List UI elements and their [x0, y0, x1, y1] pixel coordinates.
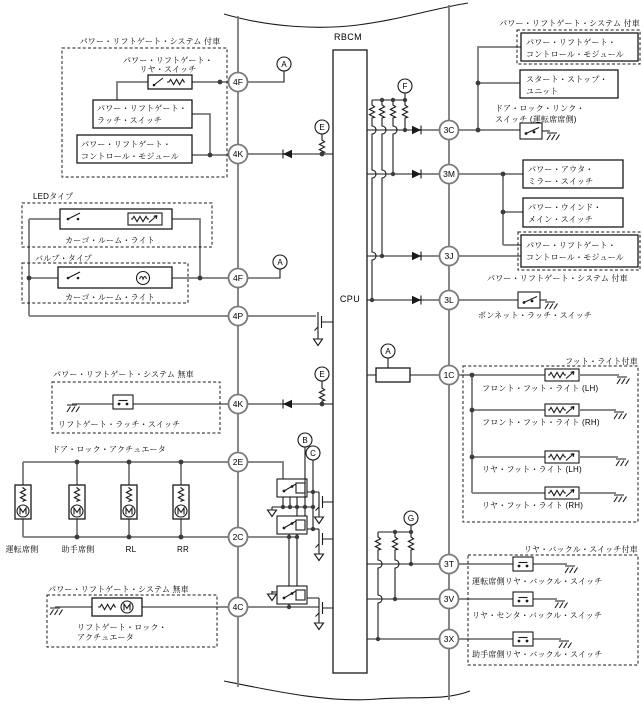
ref-label: A	[385, 347, 391, 356]
connector-label: 4K	[232, 399, 244, 409]
motor-label: 運転席側	[5, 545, 39, 554]
cpu-label: CPU	[339, 294, 361, 304]
ground-icon	[617, 377, 630, 384]
foot-light-icon	[545, 369, 579, 381]
door-lock-link-switch-icon	[520, 123, 542, 139]
connector-4C	[229, 598, 248, 617]
module-title: RBCM	[333, 32, 363, 42]
ref-E-mid	[315, 367, 329, 381]
connector-label: 4C	[232, 602, 244, 612]
connector-3M	[440, 165, 459, 184]
ground-arrow-icon	[268, 507, 277, 517]
ref-G	[404, 511, 418, 525]
connector-label: 3X	[443, 634, 455, 644]
bonnet-latch-switch-icon	[518, 292, 540, 308]
buckle-switch-icon	[513, 592, 533, 606]
ground-icon	[616, 459, 629, 466]
component-label: リフトゲート・ラッチ・スイッチ	[58, 420, 181, 429]
component-label: コントロール・モジュール	[526, 253, 624, 262]
section-title: LEDタイプ	[33, 192, 74, 201]
component-label: パワー・アウタ・	[528, 165, 594, 174]
section-title: パワー・リフトゲート・システム 付車	[79, 37, 221, 46]
section-title: パワー・リフトゲート・システム 無車	[53, 370, 194, 379]
ref-label: B	[302, 436, 308, 445]
diode-icon	[412, 252, 421, 261]
component-label: リヤ・センタ・バックル・スイッチ	[472, 611, 603, 620]
connector-label: 1C	[443, 370, 455, 380]
ground-arrow-icon	[315, 620, 324, 630]
component-label: カーゴ・ルーム・ライト	[65, 236, 155, 245]
relay-driver-icon	[277, 516, 307, 534]
motor-label: RR	[177, 545, 189, 554]
connector-label: 4F	[233, 273, 243, 283]
component-label: リヤ・スイッチ	[139, 65, 197, 74]
ground-icon	[555, 601, 568, 608]
ref-A-mid	[273, 255, 287, 269]
connector-label: 4F	[233, 77, 243, 87]
component-label: パワー・リフトゲート・	[526, 38, 617, 47]
ground-icon	[614, 412, 627, 419]
ref-label: F	[402, 82, 408, 91]
torn-edge-top	[224, 3, 468, 27]
connector-1C	[440, 366, 459, 385]
foot-light-icon	[545, 451, 579, 463]
ref-label: E	[319, 123, 325, 132]
component-label: 助手席側リヤ・バックル・スイッチ	[472, 650, 603, 659]
diode-icon	[412, 296, 421, 305]
connector-3L	[440, 291, 459, 310]
ground-icon	[50, 608, 63, 615]
torn-edge-bottom	[224, 681, 470, 700]
transistor-icon	[315, 312, 330, 332]
transistor-icon	[316, 529, 331, 549]
motor-label: 助手席側	[61, 545, 95, 554]
connector-label: 2E	[232, 457, 244, 467]
rear-buckle-box	[468, 555, 638, 665]
connector-label: 4K	[232, 149, 244, 159]
connector-label: 3J	[444, 251, 454, 261]
left-components	[15, 48, 227, 647]
ground-icon	[545, 302, 558, 309]
diode-icon	[412, 126, 421, 135]
component-label: パワー・リフトゲート・	[97, 104, 188, 113]
ground-icon	[559, 641, 572, 648]
section-title: バルブ・タイプ	[35, 254, 92, 263]
ref-label: C	[310, 449, 316, 458]
connector-3T	[440, 555, 459, 574]
foot-light-icon	[545, 404, 579, 416]
component-label: カーゴ・ルーム・ライト	[65, 293, 155, 302]
ground-arrow-icon	[314, 336, 323, 346]
foot-light-icon	[545, 487, 579, 499]
cpu-box	[333, 50, 367, 673]
component-label: パワー・リフトゲート・	[526, 241, 617, 250]
ground-icon	[565, 566, 578, 573]
diode-icon	[283, 150, 292, 159]
connector-3C	[440, 121, 459, 140]
component-label: コントロール・モジュール	[81, 152, 179, 161]
component-label: 運転席側リヤ・バックル・スイッチ	[472, 577, 603, 586]
liftgate-latch-switch-icon	[113, 395, 133, 409]
component-label: ラッチ・スイッチ	[97, 116, 163, 125]
connector-4P	[229, 307, 248, 326]
transistor-icon	[316, 598, 331, 618]
ref-E-top	[315, 120, 329, 134]
relay-driver-icon	[277, 479, 307, 497]
relay-driver-icon	[277, 586, 307, 604]
junction-dots	[27, 80, 506, 642]
section-title: ドア・ロック・アクチュエータ	[52, 445, 166, 454]
plg-rear-switch-icon	[148, 75, 192, 89]
component-label: パワー・リフトゲート・	[81, 140, 172, 149]
connector-4K-top	[229, 145, 248, 164]
connector-3V	[440, 590, 459, 609]
right-components	[376, 30, 640, 665]
ref-a1-stem	[248, 71, 284, 82]
ref-A-1C	[381, 344, 395, 358]
connector-3J	[440, 247, 459, 266]
ref-A-top	[277, 57, 291, 71]
section-title: パワー・リフトゲート・システム 付車	[487, 274, 628, 283]
ground-icon	[67, 405, 80, 412]
ref-label: A	[277, 258, 283, 267]
ref-label: E	[319, 370, 325, 379]
cargo-light-bulb-box	[58, 267, 172, 288]
connector-4K-mid	[229, 395, 248, 414]
component-label: スタート・ストップ・	[526, 75, 608, 84]
component-label: リヤ・フット・ライト (LH)	[482, 465, 582, 474]
ground-icon	[547, 133, 560, 140]
sensor-block	[376, 368, 410, 382]
buckle-switch-icon	[513, 557, 533, 571]
ground-arrow-icon	[315, 551, 324, 561]
door-lock-actuators	[15, 485, 189, 519]
component-label: ボンネット・ラッチ・スイッチ	[478, 311, 593, 320]
ref-label: A	[281, 60, 287, 69]
component-label: リヤ・フット・ライト (RH)	[482, 501, 584, 510]
component-label: フロント・フット・ライト (RH)	[482, 418, 600, 427]
connector-label: 3L	[444, 295, 454, 305]
ref-B	[298, 433, 312, 447]
ref-label: G	[407, 514, 415, 523]
component-label: ドア・ロック・リンク・	[495, 104, 585, 113]
ground-icon	[614, 495, 627, 502]
ref-C	[306, 446, 320, 460]
plg-control-module-mid-box	[521, 235, 638, 267]
component-label: コントロール・モジュール	[526, 50, 624, 59]
connector-label: 3M	[443, 169, 455, 179]
ref-F	[398, 79, 412, 93]
connector-3X	[440, 630, 459, 649]
ground-arrow-icon	[315, 514, 324, 524]
connector-2E	[229, 453, 248, 472]
section-title: フット・ライト付車	[565, 357, 638, 366]
component-label: メイン・スイッチ	[528, 215, 594, 224]
motor-label: RL	[125, 545, 137, 554]
connector-2C	[229, 528, 248, 547]
transistor-icon	[316, 492, 331, 512]
component-label: パワー・リフトゲート・	[122, 56, 214, 65]
connector-label: 3C	[443, 125, 455, 135]
section-title: リヤ・バックル・スイッチ付車	[523, 545, 638, 554]
diode-icon	[283, 400, 292, 409]
component-label: リフトゲート・ロック・	[77, 623, 167, 632]
component-label: ユニット	[526, 87, 559, 96]
component-label: スイッチ (運転席席側)	[495, 115, 577, 124]
connector-label: 2C	[232, 532, 244, 542]
component-label: ミラー・スイッチ	[528, 177, 594, 186]
component-label: パワー・ウインド・	[528, 203, 602, 212]
connector-label: 3T	[444, 559, 454, 569]
connector-4F-mid	[229, 269, 248, 288]
ref-a2-stem	[248, 269, 280, 278]
buckle-switch-icon	[513, 632, 533, 646]
connector-label: 3V	[443, 594, 455, 604]
section-title: パワー・リフトゲート・システム 付車	[499, 19, 640, 28]
diode-icon	[412, 170, 421, 179]
connector-4F-top	[229, 73, 248, 92]
resistor-icon	[319, 387, 324, 402]
section-title: パワー・リフトゲート・システム 無車	[48, 585, 189, 594]
component-label: フロント・フット・ライト (LH)	[482, 384, 599, 393]
connector-label: 4P	[232, 311, 244, 321]
component-label: アクチュエータ	[77, 633, 134, 642]
